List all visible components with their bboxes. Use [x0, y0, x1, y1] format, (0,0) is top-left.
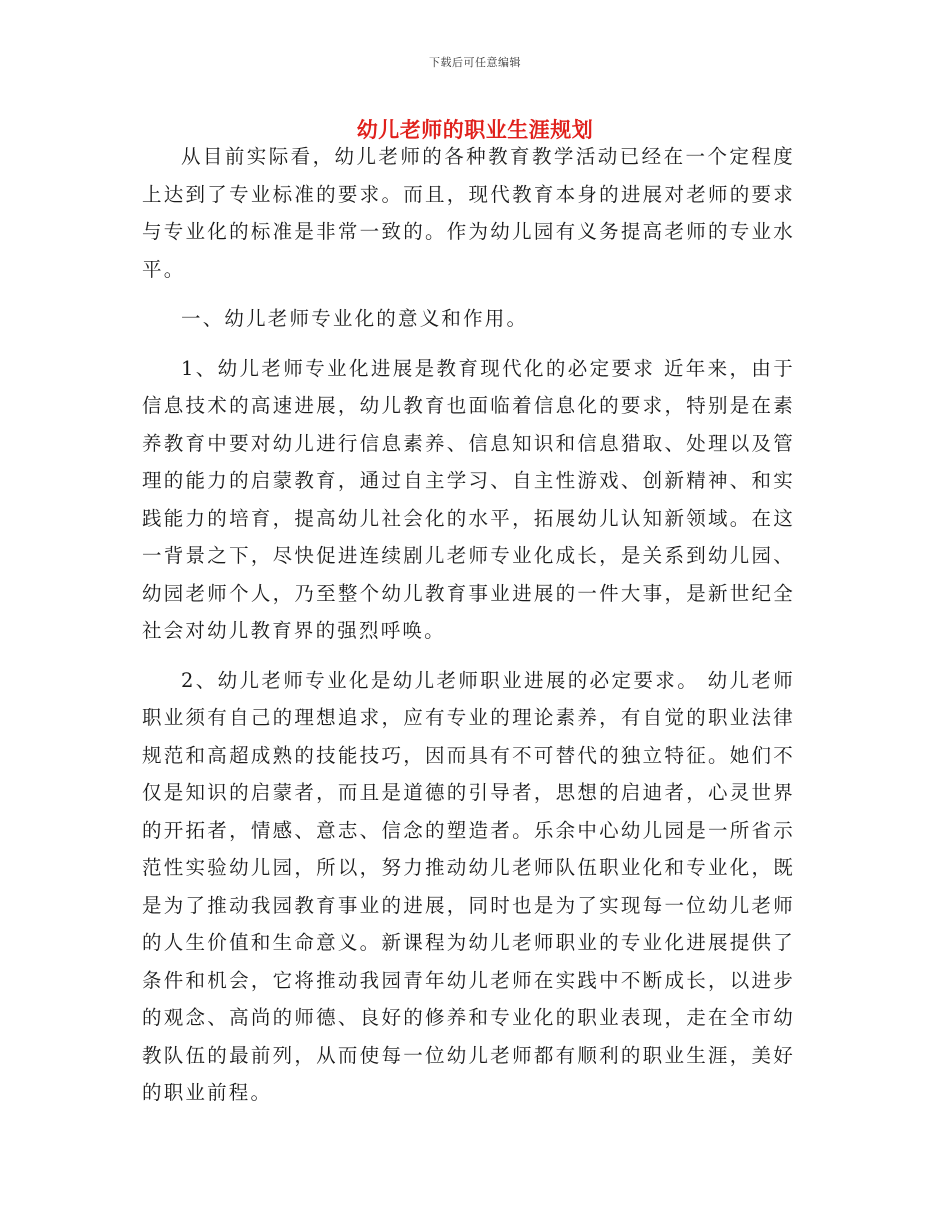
paragraph-point-1: 1、幼儿老师专业化进展是教育现代化的必定要求 近年来，由于信息技术的高速进展，幼儿教育也面临着信息化的要求，特别是在素养教育中要对幼儿进行信息素养、信息知识和信息猎取、处理以及管理的能力的启蒙教育，通过自主学习、自主性游戏、创新精神、和实践能力的培育，提高幼儿社会化的水平，拓展幼儿认知新领域。在这一背景之下，尽快促进连续剧儿老师专业化成长，是关系到幼儿园、幼园老师个人，乃至整个幼儿教育事业进展的一件大事，是新世纪全社会对幼儿教育界的强烈呼唤。	[142, 356, 795, 642]
document-body	[142, 138, 795, 1124]
paragraph-point-2: 2、幼儿老师专业化是幼儿老师职业进展的必定要求。 幼儿老师职业须有自己的理想追求，应有专业的理论素养，有自觉的职业法律规范和高超成熟的技能技巧，因而具有不可替代的独立特征。她们不仅是知识的启蒙者，而且是道德的引导者，思想的启迪者，心灵世界的开拓者，情感、意志、信念的塑造者。乐余中心幼儿园是一所省示范性实验幼儿园，所以，努力推动幼儿老师队伍职业化和专业化，既是为了推动我园教育事业的进展，同时也是为了实现每一位幼儿老师的人生价值和生命意义。新课程为幼儿老师职业的专业化进展提供了条件和机会，它将推动我园青年幼儿老师在实践中不断成长，以进步的观念、高尚的师德、良好的修养和专业化的职业表现，走在全市幼教队伍的最前列，从而使每一位幼儿老师都有顺利的职业生涯，美好的职业前程。	[142, 668, 795, 1104]
document-title: 幼儿老师的职业生涯规划	[356, 117, 594, 142]
header-note: 下载后可任意编辑	[429, 56, 521, 69]
section-heading-1: 一、幼儿老师专业化的意义和作用。	[181, 307, 529, 330]
paragraph-intro: 从目前实际看，幼儿老师的各种教育教学活动已经在一个定程度上达到了专业标准的要求。而且，现代教育本身的进展对老师的要求与专业化的标准是非常一致的。作为幼儿园有义务提高老师的专业水平。	[142, 145, 795, 281]
